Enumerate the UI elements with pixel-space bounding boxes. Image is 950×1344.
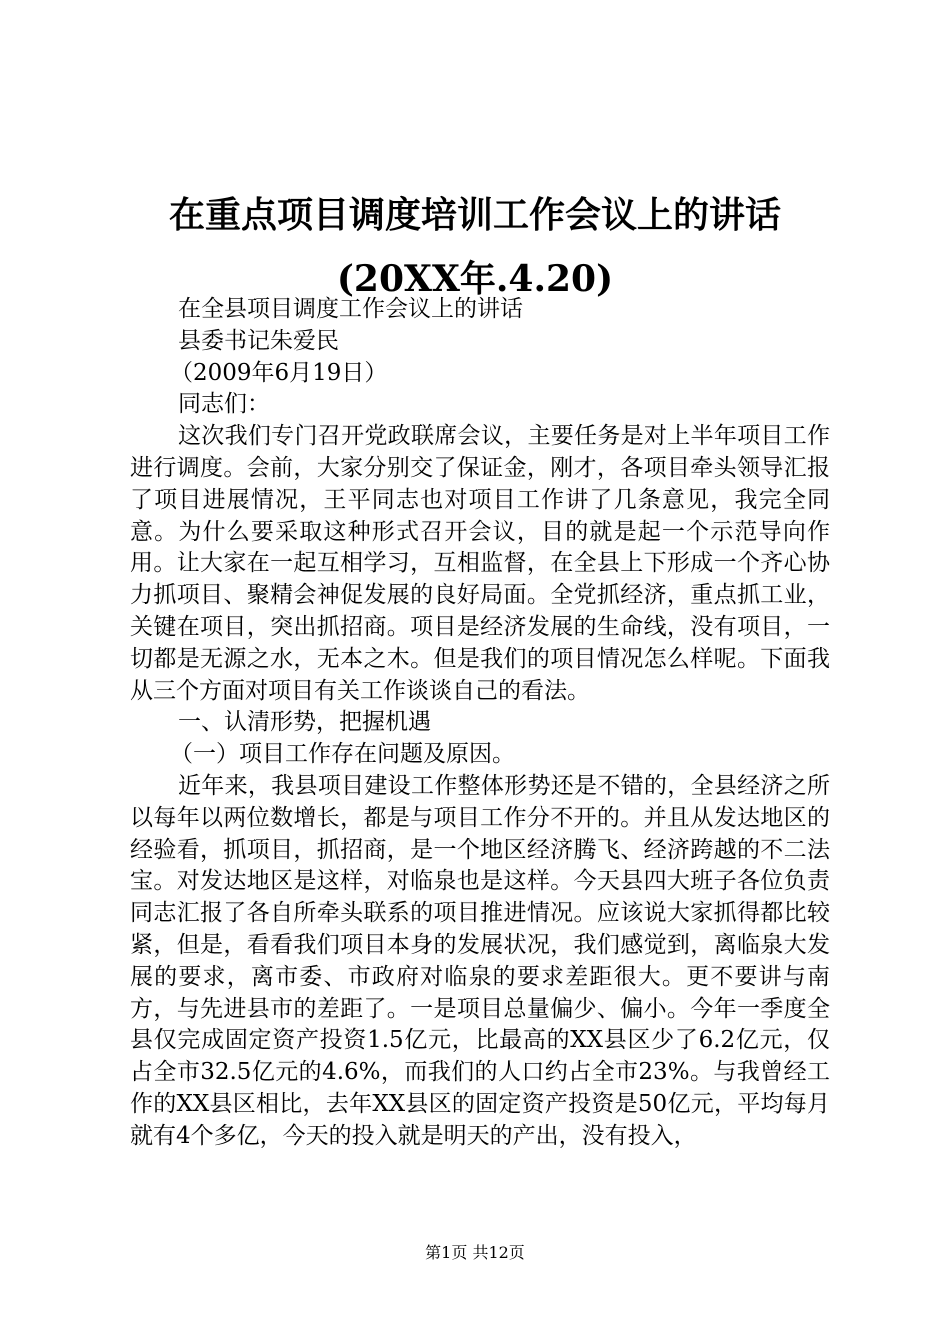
- speech-heading: 在全县项目调度工作会议上的讲话: [178, 296, 523, 322]
- page-footer: 第1页 共12页: [425, 1243, 525, 1262]
- subsection-heading: （一）项目工作存在问题及原因。: [170, 741, 515, 768]
- salutation: 同志们：: [178, 391, 270, 418]
- speaker-line: 县委书记朱爱民: [178, 327, 339, 354]
- document-body: [130, 294, 830, 1153]
- document-title: 在重点项目调度培训工作会议上的讲话(20XX年.4.20): [168, 194, 781, 300]
- date-line: （2009年6月19日）: [170, 359, 388, 386]
- section-heading: 一、认清形势，把握机遇: [178, 709, 431, 736]
- paragraph: 近年来，我县项目建设工作整体形势还是不错的，全县经济之所以每年以两位数增长，都是与项目工作分不开的。并且从发达地区的经验看，抓项目，抓招商，是一个地区经济腾飞、经济跨越的不二法宝。对发达地区是这样，对临泉也是这样。今天县四大班子各位负责同志汇报了各自所牵头联系的项目推进情况。应该说大家抓得都比较紧，但是，看看我们项目本身的发展状况，我们感觉到，离临泉大发展的要求，离市委、市政府对临泉的要求差距很大。更不要讲与南方，与先进县市的差距了。一是项目总量偏少、偏小。今年一季度全县仅完成固定资产投资1.5亿元，比最高的XX县区少了6.2亿元，仅占全市32.5亿元的4.6%，而我们的人口约占全市23%。与我曾经工作的XX县区相比，去年XX县区的固定资产投资是50亿元，平均每月就有4个多亿，今天的投入就是明天的产出，没有投入，: [130, 772, 830, 1149]
- paragraph: 这次我们专门召开党政联席会议，主要任务是对上半年项目工作进行调度。会前，大家分别交了保证金，刚才，各项目牵头领导汇报了项目进展情况，王平同志也对项目工作讲了几条意见，我完全同意。为什么要采取这种形式召开会议，目的就是起一个示范导向作用。让大家在一起互相学习，互相监督，在全县上下形成一个齐心协力抓项目、聚精会神促发展的良好局面。全党抓经济，重点抓工业，关键在项目，突出抓招商。项目是经济发展的生命线，没有项目，一切都是无源之水，无本之木。但是我们的项目情况怎么样呢。下面我从三个方面对项目有关工作谈谈自己的看法。: [130, 423, 830, 704]
